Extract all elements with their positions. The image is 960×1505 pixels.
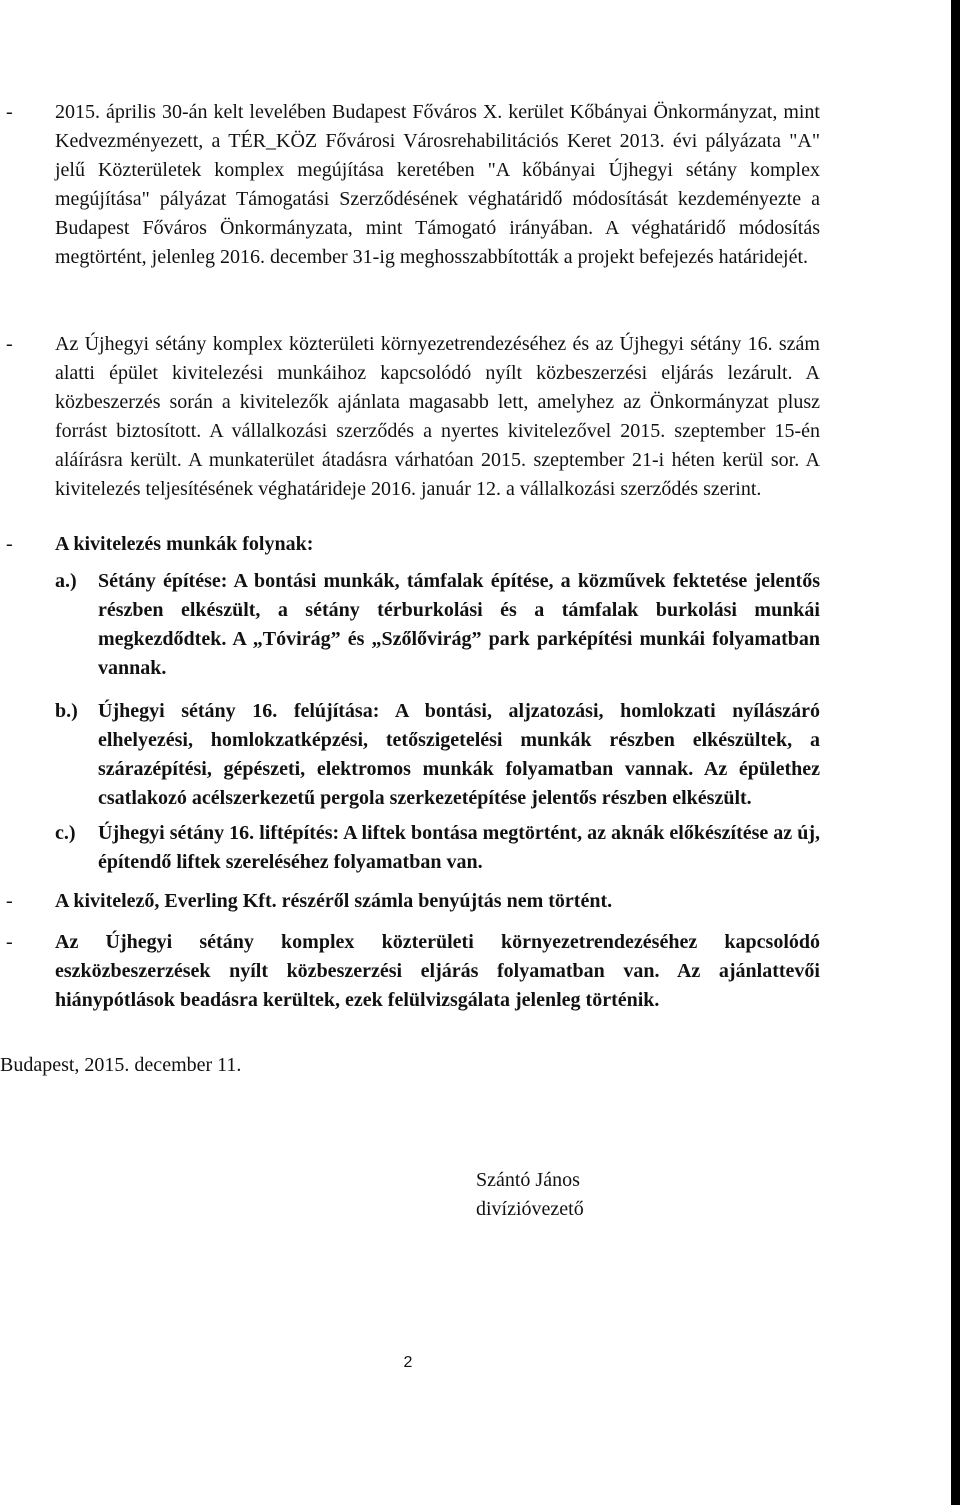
signer-title: divízióvezető: [476, 1198, 584, 1220]
paragraph-procurement-closed: [0, 330, 830, 504]
paragraph-text: Az Újhegyi sétány komplex közterületi környezetrendezéséhez kapcsolódó eszközbeszerzések nyílt közbeszerzési eljárás folyamatban van. Az ajánlattevői hiánypótlások beadásra kerültek, ezek felülvizsgálata jelenleg történik.: [55, 931, 820, 1011]
paragraph-works-heading: [0, 530, 830, 559]
sub-item-text: Újhegyi sétány 16. felújítása: A bontási, aljzatozási, homlokzati nyílászáró elhelyezési, homlokzatképzési, tetőszigetelési munkák részben elkészültek, a szárazépítési, gépészeti, elektromos munkák folyamatban vannak. Az épülethez csatlakozó acélszerkezetű pergola szerkezetépítése jelentős részben elkészült.: [98, 700, 820, 809]
signature-block: [476, 1166, 584, 1224]
sub-item-c: [55, 819, 820, 877]
paragraph-no-invoice: [0, 887, 830, 916]
sub-item-text: Sétány építése: A bontási munkák, támfalak építése, a közművek fektetése jelentős részben elkészült, a sétány térburkolási és a támfalak burkolási munkái megkezdődtek. A „Tóvirág” és „Szőlővirág” park parképítési munkái folyamatban vannak.: [98, 570, 820, 679]
sub-item-b: [55, 697, 820, 813]
paragraph-text: 2015. április 30-án kelt levelében Budapest Főváros X. kerület Kőbányai Önkormányzat, mint Kedvezményezett, a TÉR_KÖZ Fővárosi Városrehabilitációs Keret 2013. évi pályázata "A" jelű Közterületek komplex megújítása keretében "A kőbányai Újhegyi sétány komplex megújítása" pályázat Támogatási Szerződésének véghatáridő módosítását kezdeményezte a Budapest Főváros Önkormányzata, mint Támogató irányában. A véghatáridő módosítás megtörtént, jelenleg 2016. december 31-ig meghosszabbították a projekt befejezés határidejét.: [55, 101, 820, 268]
sub-item-label: b.): [55, 700, 78, 722]
sub-item-label: c.): [55, 822, 76, 844]
sub-item-label: a.): [55, 570, 77, 592]
sub-item-a: [55, 567, 820, 683]
bullet-dash: -: [6, 101, 13, 123]
page-number: 2: [403, 1354, 413, 1371]
bullet-dash: -: [6, 890, 13, 912]
works-heading-text: A kivitelezés munkák folynak:: [55, 533, 314, 555]
scan-edge-bar: [951, 0, 960, 1505]
paragraph-text: Az Újhegyi sétány komplex közterületi környezetrendezéséhez és az Újhegyi sétány 16. szám alatti épület kivitelezési munkáihoz kapcsolódó nyílt közbeszerzési eljárás lezárult. A közbeszerzés során a kivitelezők ajánlata magasabb lett, amelyhez az Önkormányzat plusz forrást biztosított. A vállalkozási szerződés a nyertes kivitelezővel 2015. szeptember 15-én aláírásra került. A munkaterület átadásra várhatóan 2015. szeptember 21-i héten kerül sor. A kivitelezés teljesítésének véghatárideje 2016. január 12. a vállalkozási szerződés szerint.: [55, 333, 820, 500]
bullet-dash: -: [6, 333, 13, 355]
paragraph-text: A kivitelező, Everling Kft. részéről számla benyújtás nem történt.: [55, 890, 613, 912]
paragraph-extension-request: [0, 98, 830, 272]
date-line: Budapest, 2015. december 11.: [0, 1054, 242, 1076]
paragraph-equipment-procurement: [0, 928, 830, 1015]
bullet-dash: -: [6, 931, 13, 953]
sub-item-text: Újhegyi sétány 16. liftépítés: A liftek bontása megtörtént, az aknák előkészítése az új, építendő liftek szereléséhez folyamatban van.: [98, 822, 820, 873]
bullet-dash: -: [6, 533, 13, 555]
signer-name: Szántó János: [476, 1169, 580, 1191]
